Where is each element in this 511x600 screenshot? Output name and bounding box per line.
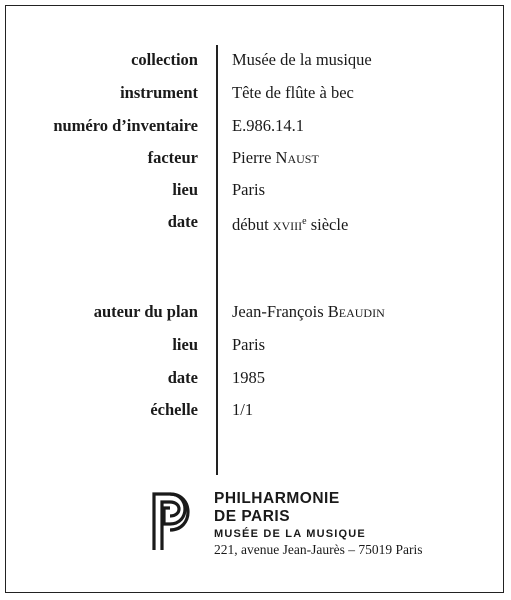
- field-label: échelle: [150, 400, 198, 419]
- date-prefix: début: [232, 215, 273, 234]
- author-first-name: Jean-François: [232, 302, 328, 321]
- row-plan-date: [0, 362, 511, 394]
- field-value: [232, 206, 348, 241]
- row-date: [0, 206, 511, 238]
- row-plan-place: [0, 329, 511, 361]
- field-label: lieu: [172, 335, 198, 354]
- field-label: date: [167, 212, 198, 231]
- row-plan-author: [0, 296, 511, 328]
- century-superscript: e: [302, 216, 307, 227]
- field-label: lieu: [172, 180, 198, 199]
- field-value: [232, 296, 385, 328]
- row-maker: [0, 142, 511, 174]
- logo-line-musee: MUSÉE DE LA MUSIQUE: [214, 528, 366, 540]
- field-label: facteur: [147, 148, 198, 167]
- century-numeral: xviii: [272, 215, 303, 234]
- field-value: E.986.14.1: [232, 116, 304, 135]
- field-value: 1985: [232, 368, 265, 387]
- field-label: numéro d’inventaire: [53, 116, 198, 135]
- field-label: collection: [131, 50, 198, 69]
- footer-address: 221, avenue Jean-Jaurès – 75019 Paris: [214, 542, 423, 557]
- field-value: Paris: [232, 180, 265, 199]
- field-value: [232, 142, 319, 174]
- maker-first-name: Pierre: [232, 148, 276, 167]
- row-instrument: [0, 77, 511, 109]
- row-collection: [0, 44, 511, 76]
- field-label: date: [167, 368, 198, 387]
- field-label: auteur du plan: [93, 302, 198, 321]
- logo-line-de-paris: DE PARIS: [214, 508, 291, 525]
- date-suffix: siècle: [306, 215, 349, 234]
- row-place: [0, 174, 511, 206]
- philharmonie-logo-icon: [150, 490, 198, 552]
- logo-line-philharmonie: PHILHARMONIE: [214, 490, 340, 507]
- maker-surname: Naust: [275, 148, 319, 167]
- row-plan-scale: [0, 394, 511, 426]
- field-label: instrument: [120, 83, 198, 102]
- field-value: 1/1: [232, 400, 254, 419]
- author-surname: Beaudin: [327, 302, 385, 321]
- field-value: Tête de flûte à bec: [232, 83, 354, 102]
- row-inventory-number: [0, 110, 511, 142]
- field-value: Paris: [232, 335, 265, 354]
- field-value: Musée de la musique: [232, 50, 372, 69]
